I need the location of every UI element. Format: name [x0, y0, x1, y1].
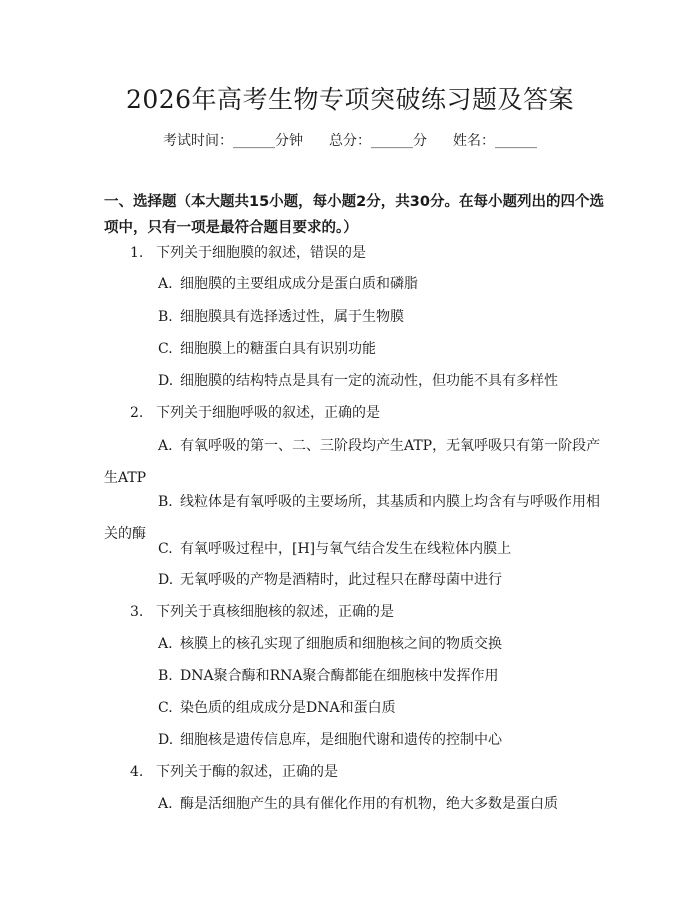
option-text: 细胞膜具有选择透过性，属于生物膜	[180, 309, 404, 325]
page-title: 2026年高考生物专项突破练习题及答案	[125, 85, 575, 114]
option-text: 有氧呼吸过程中，[H]与氧气结合发生在线粒体内膜上	[180, 541, 512, 557]
option-text: 线粒体是有氧呼吸的主要场所，其基质和内膜上均含有与呼吸作用相关的酶	[104, 494, 600, 542]
option-text: 酶是活细胞产生的具有催化作用的有机物，绝大多数是蛋白质	[180, 796, 558, 812]
question-1-option-c	[158, 338, 376, 360]
option-letter: A.	[158, 636, 173, 652]
exam-time-field: 考试时间：______分钟	[163, 133, 303, 149]
option-letter: A.	[158, 796, 173, 812]
option-text: DNA聚合酶和RNA聚合酶都能在细胞核中发挥作用	[180, 668, 499, 684]
option-text: 细胞核是遗传信息库，是细胞代谢和遗传的控制中心	[180, 732, 502, 748]
student-name-field: 姓名：______	[453, 133, 537, 149]
question-3-option-d	[158, 729, 502, 751]
question-1-stem	[130, 242, 366, 264]
option-letter: C.	[158, 341, 173, 357]
question-2-stem	[130, 402, 380, 424]
question-3-option-a	[158, 633, 502, 655]
total-score-field: 总分：______分	[329, 133, 427, 149]
option-letter: D.	[158, 373, 174, 389]
question-4-option-a	[158, 793, 558, 815]
option-text: 细胞膜上的糖蛋白具有识别功能	[180, 341, 376, 357]
section-heading-choice: 一、选择题（本大题共15小题，每小题2分，共30分。在每小题列出的四个选项中，只有一项是最符合题目要求的。）	[104, 194, 604, 236]
question-text: 下列关于细胞膜的叙述，错误的是	[156, 245, 366, 261]
question-text: 下列关于细胞呼吸的叙述，正确的是	[156, 405, 380, 421]
option-letter: D.	[158, 572, 174, 588]
question-1-option-a	[158, 273, 418, 295]
option-letter: A.	[158, 276, 173, 292]
question-2-option-a	[104, 430, 604, 494]
option-letter: B.	[158, 309, 173, 325]
option-text: 细胞膜的结构特点是具有一定的流动性，但功能不具有多样性	[180, 373, 558, 389]
option-text: 核膜上的核孔实现了细胞质和细胞核之间的物质交换	[180, 636, 502, 652]
option-letter: D.	[158, 732, 174, 748]
question-2-option-c	[158, 538, 511, 560]
question-3-option-c	[158, 697, 396, 719]
option-text: 无氧呼吸的产物是酒精时，此过程只在酵母菌中进行	[180, 572, 502, 588]
question-number: 4.	[130, 764, 144, 780]
option-text: 染色质的组成成分是DNA和蛋白质	[180, 700, 396, 716]
question-3-option-b	[158, 665, 499, 687]
question-3-stem	[130, 601, 394, 623]
option-text: 细胞膜的主要组成成分是蛋白质和磷脂	[180, 276, 418, 292]
question-1-option-d	[158, 370, 558, 392]
option-text: 有氧呼吸的第一、二、三阶段均产生ATP，无氧呼吸只有第一阶段产生ATP	[104, 438, 601, 486]
exam-info-line	[0, 130, 700, 152]
option-letter: C.	[158, 541, 173, 557]
question-text: 下列关于酶的叙述，正确的是	[156, 764, 338, 780]
option-letter: A.	[158, 438, 173, 454]
question-text: 下列关于真核细胞核的叙述，正确的是	[156, 604, 394, 620]
question-number: 3.	[130, 604, 144, 620]
question-number: 2.	[130, 405, 144, 421]
option-letter: B.	[158, 668, 173, 684]
option-letter: B.	[158, 494, 173, 510]
question-number: 1.	[130, 245, 144, 261]
question-4-stem	[130, 761, 338, 783]
option-letter: C.	[158, 700, 173, 716]
question-2-option-d	[158, 569, 502, 591]
question-1-option-b	[158, 306, 404, 328]
